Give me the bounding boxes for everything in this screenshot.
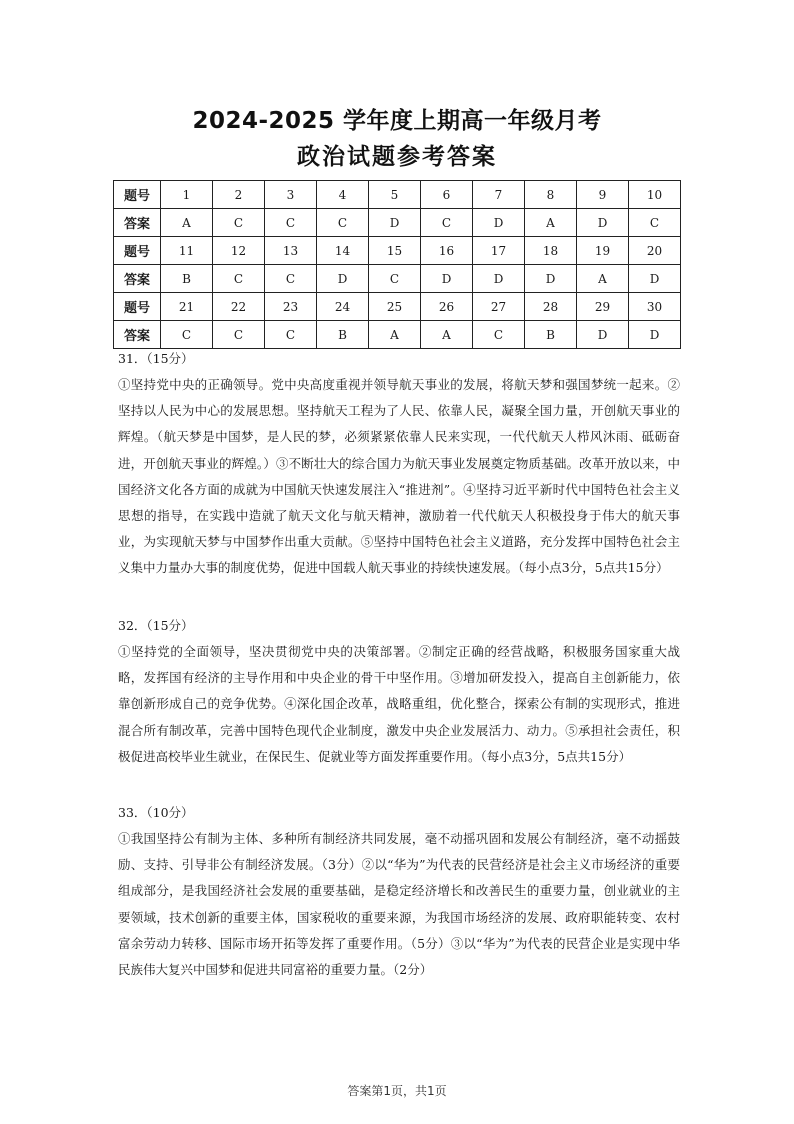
question-number-cell: 17 [473,237,525,265]
question-number-cell: 5 [369,181,421,209]
answer-cell: C [317,209,369,237]
question-33-answer: ①我国坚持公有制为主体、多种所有制经济共同发展，毫不动摇巩固和发展公有制经济，毫不动摇鼓励、支持、引导非公有制经济发展。（3分）②以“华为”为代表的民营经济是社会主义市场经济的重要组成部分，是我国经济社会发展的重要基础，是稳定经济增长和改善民生的重要力量，创业就业的主要领域，技术创新的重要主体，国家税收的重要来源，为我国市场经济的发展、政府职能转变、农村富余劳动力转移、国际市场开拓等发挥了重要作用。（5分）③以“华为”为代表的民营企业是实现中华民族伟大复兴中国梦和促进共同富裕的重要力量。（2分） [118,831,680,978]
answer-cell: C [213,209,265,237]
number-row [114,293,681,321]
answer-cell: A [421,321,473,349]
question-number-cell: 4 [317,181,369,209]
question-number-cell: 13 [265,237,317,265]
answer-label: 答案 [114,209,161,237]
question-number-cell: 23 [265,293,317,321]
answer-cell: D [317,265,369,293]
answer-label: 答案 [114,321,161,349]
answer-cell: D [629,321,681,349]
answer-cell: C [421,209,473,237]
answer-cell: D [577,321,629,349]
answer-cell: D [421,265,473,293]
question-number-cell: 21 [161,293,213,321]
question-number-cell: 29 [577,293,629,321]
answer-cell: A [161,209,213,237]
question-number-cell: 12 [213,237,265,265]
answer-cell: D [629,265,681,293]
question-31-answer: ①坚持党中央的正确领导。党中央高度重视并领导航天事业的发展，将航天梦和强国梦统一起来。②坚持以人民为中心的发展思想。坚持航天工程为了人民、依靠人民，凝聚全国力量，开创航天事业的辉煌。（航天梦是中国梦，是人民的梦，必须紧紧依靠人民来实现，一代代航天人栉风沐雨、砥砺奋进，开创航天事业的辉煌。）③不断壮大的综合国力为航天事业发展奠定物质基础。改革开放以来，中国经济文化各方面的成就为中国航天快速发展注入“推进剂”。④坚持习近平新时代中国特色社会主义思想的指导，在实践中造就了航天文化与航天精神，激励着一代代航天人积极投身于伟大的航天事业，为实现航天梦与中国梦作出重大贡献。⑤坚持中国特色社会主义道路，充分发挥中国特色社会主义集中力量办大事的制度优势，促进中国载人航天事业的持续快速发展。（每小点3分，5点共15分） [118,377,680,576]
document-subtitle: 政治试题参考答案 [297,144,497,170]
question-number-cell: 20 [629,237,681,265]
answer-row [114,265,681,293]
answer-cell: D [577,209,629,237]
answer-row [114,321,681,349]
question-number-cell: 14 [317,237,369,265]
question-number-cell: 25 [369,293,421,321]
answer-cell: C [161,321,213,349]
question-number-cell: 18 [525,237,577,265]
answer-cell: C [265,265,317,293]
question-number-cell: 6 [421,181,473,209]
answer-row [114,209,681,237]
page-footer: 答案第1页，共1页 [347,1084,447,1098]
question-number-cell: 30 [629,293,681,321]
question-number-cell: 28 [525,293,577,321]
question-number-cell: 2 [213,181,265,209]
question-33-heading: 33．（10分） [118,805,194,820]
answer-cell: C [265,209,317,237]
document-title: 2024-2025 学年度上期高一年级月考 [192,108,602,134]
question-32-answer: ①坚持党的全面领导，坚决贯彻党中央的决策部署。②制定正确的经营战略，积极服务国家重大战略，发挥国有经济的主导作用和中央企业的骨干中坚作用。③增加研发投入，提高自主创新能力，依靠创新形成自己的竞争优势。④深化国企改革，战略重组，优化整合，探索公有制的实现形式，推进混合所有制改革，完善中国特色现代企业制度，激发中央企业发展活力、动力。⑤承担社会责任，积极促进高校毕业生就业，在保民生、促就业等方面发挥重要作用。（每小点3分，5点共15分） [118,644,680,764]
question-number-cell: 3 [265,181,317,209]
answer-cell: A [525,209,577,237]
answer-cell: B [525,321,577,349]
answer-cell: C [369,265,421,293]
answer-cell: C [473,321,525,349]
answer-label: 答案 [114,265,161,293]
answer-cell: C [213,321,265,349]
question-31-heading: 31．（15分） [118,351,194,366]
answer-cell: C [213,265,265,293]
answer-cell: D [473,265,525,293]
number-label: 题号 [114,181,161,209]
answer-cell: C [629,209,681,237]
answer-table [113,180,681,349]
question-number-cell: 7 [473,181,525,209]
number-label: 题号 [114,237,161,265]
answer-cell: A [369,321,421,349]
question-number-cell: 22 [213,293,265,321]
question-number-cell: 24 [317,293,369,321]
question-number-cell: 9 [577,181,629,209]
number-row [114,237,681,265]
question-number-cell: 27 [473,293,525,321]
question-number-cell: 10 [629,181,681,209]
answer-cell: D [473,209,525,237]
answer-cell: B [317,321,369,349]
question-number-cell: 19 [577,237,629,265]
answer-cell: D [525,265,577,293]
number-row [114,181,681,209]
number-label: 题号 [114,293,161,321]
answer-cell: B [161,265,213,293]
question-number-cell: 1 [161,181,213,209]
question-number-cell: 26 [421,293,473,321]
question-32-heading: 32．（15分） [118,618,194,633]
answer-cell: A [577,265,629,293]
answer-cell: D [369,209,421,237]
question-number-cell: 16 [421,237,473,265]
question-number-cell: 8 [525,181,577,209]
question-number-cell: 15 [369,237,421,265]
question-number-cell: 11 [161,237,213,265]
answer-cell: C [265,321,317,349]
